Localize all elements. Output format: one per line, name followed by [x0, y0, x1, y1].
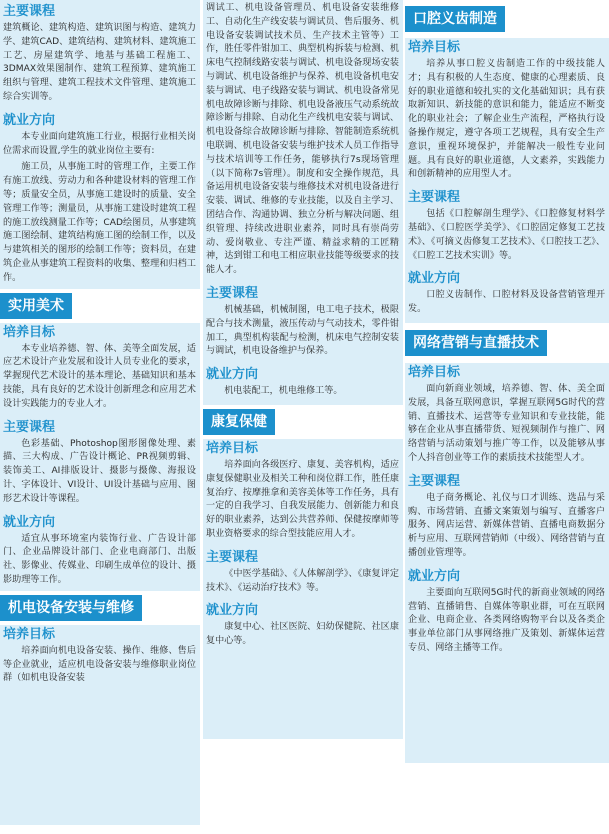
right-column [405, 0, 609, 763]
section-heading: 培养目标 [206, 440, 259, 456]
section-text: 康复中心、社区医院、妇幼保健院、社区康复中心等。 [206, 622, 399, 647]
section-heading: 培养目标 [3, 324, 56, 340]
rehab-section [203, 439, 403, 739]
section-heading: 就业方向 [408, 271, 461, 287]
major-banner: 机电设备安装与维修 [0, 595, 142, 621]
section-heading: 就业方向 [206, 367, 259, 383]
section-heading: 主要课程 [3, 4, 56, 19]
section-text: 培养面向各级医疗、康复、美容机构，适应康复保健职业及相关工种和岗位群工作，胜任康复治疗、按摩推拿和美容美体等工作任务，具有一定的自我学习、自我发展能力、创新能力和良好的职业素养，达到公共营养师、保健按摩师等职业资格要求的综合型技能应用人才。 [206, 459, 399, 539]
section-text: 培养面向机电设备安装、操作、维修、售后等企业就业，适应机电设备安装与维修职业岗位群（如机电设备安装 [3, 645, 196, 684]
section-text: 适宜从事环境室内装饰行业、广告设计部门、企业品牌设计部门、企业电商部门、出版社、影像业、传媒业、印刷生成单位的设计、摄影助理等工作。 [3, 533, 196, 585]
major-banner: 实用美术 [0, 293, 72, 319]
section-text: 本专业面向建筑施工行业，根据行业相关岗位需求而设置,学生的就业岗位主要有: [3, 131, 196, 156]
section-text: 施工员，从事施工时的管理工作，主要工作有施工放线、劳动力和各种建设材料的管理工作等；质量安全员，从事施工建设时的质量、安全管理工作等；测量员，从事施工建设时建筑工程的施工放线测量工作等；CAD绘图员，从事建筑施工图绘制、建筑结构施工图的绘制工作，以及与建筑相关的图形的绘制工作等；资料员，在建筑企业从事建筑工程资料的收集、整理和归档工作。 [3, 162, 196, 283]
section-text: 调试工、机电设备管理员、机电设备安装维修工、自动化生产线安装与调试员、售后服务、机电设备安装调试技术员、生产技术主管等）工作，胜任零件钳加工、典型机构拆装与检测、机床电气控制线路安装与调试、机电设备现场安装与调试、机电设备维护与保养、机电设备机电安装与调试、电子线路安装与调试、机电设备常见机电故障诊断与排除、机电设备液压气动系统故障诊断与排除、自动化生产线机电安装与调试、机电设备综合故障诊断与排除、智能制造系统机电联调、机电设备安装与维护技术人员工作指导与技术培训等工作任务，能够执行7s现场管理（以下简称7s管理）。制度和安全操作规范，具备运用机电设备安装与维修技术对机电设备进行安装、调试、维修的专业技能，以及自主学习、团结合作、沟通协调、独立分析与解决问题、组织管理、持续改进职业素养，同时具有崇尚劳动、爱岗敬业、专注严谨、精益求精的工匠精神，达到钳工和电工相应职业技能等级要求的技能人才。 [206, 3, 399, 276]
major-banner: 网络营销与直播技术 [405, 330, 547, 356]
section-heading: 就业方向 [206, 603, 259, 619]
ecommerce-section [405, 363, 609, 763]
middle-column [203, 0, 403, 739]
section-heading: 就业方向 [3, 112, 56, 128]
section-text: 口腔义齿制作、口腔材料及设备营销管理开发。 [408, 290, 605, 315]
section-text: 包括《口腔解剖生理学》、《口腔修复材料学基础》、《口腔医学美学》、《口腔固定修复工艺技术》、《可摘义齿修复工艺技术》、《口腔技工艺》、《口腔工艺技术实训》等。 [408, 209, 605, 261]
section-heading: 主要课程 [206, 549, 259, 565]
section-text: 建筑概论、建筑构造、建筑识图与构造、建筑力学、建筑CAD、建筑结构、建筑材料、建筑施工工艺、房屋建筑学、地基与基础工程施工、3DMAX效果图制作、建筑工程预算、建筑施工组织与管理、建筑工程技术文件管理、建筑施工综合实训等。 [3, 23, 196, 102]
section-heading: 主要课程 [408, 190, 461, 206]
section-heading: 培养目标 [408, 364, 461, 380]
mechatronics-section [0, 625, 200, 825]
section-text: 主要面向互联网5G时代的新商业领域的网络营销、直播销售、自媒体等职业群，可在互联网企业、电商企业、各类网络购物平台以及各类企事业单位部门从事网络推广及策划、新媒体运营专员、网络主播等工作。 [408, 587, 605, 653]
section-text: 面向新商业领域，培养德、智、体、美全面发展，具备互联网意识，掌握互联网5G时代的营销、直播技术、运营等专业知识和专业技能，能够在企业从事直播带货、短视频制作与推广、网络营销与活动策划与推广等工作，以及能够从事个人抖音创业等工作的素质技术技能型人才。 [408, 383, 605, 463]
architecture-section [0, 0, 200, 289]
section-heading: 主要课程 [206, 285, 259, 301]
section-text: 机械基础，机械制图，电工电子技术，极限配合与技术测量，液压传动与气动技术，零件钳加工，典型机构装配与检测，机床电气控制安装与调试，机电设备维护与保养。 [206, 304, 399, 357]
mechatronics-section-cont [203, 0, 403, 405]
dental-section [405, 38, 609, 323]
section-heading: 培养目标 [3, 626, 56, 642]
section-text: 培养从事口腔义齿制造工作的中级技能人才；具有积极的人生态度、健康的心理素质、良好的职业道德和较扎实的文化基础知识；具有获取新知识、新技能的意识和能力，能适应不断变化的职业社会；了解企业生产流程，严格执行设备操作规定，遵守各项工艺规程，具有安全生产意识，重视环境保护，并能解决一般性专业问题。具有良好的职业道德，人文素养，实践能力和创新精神的应用型人才。 [408, 59, 605, 180]
section-heading: 主要课程 [408, 473, 461, 489]
section-heading: 主要课程 [3, 419, 56, 435]
major-banner: 口腔义齿制造 [405, 6, 505, 32]
section-text: 《中医学基础》、《人体解剖学》、《康复评定技术》、《运动治疗技术》等。 [206, 568, 399, 593]
applied-art-section [0, 323, 200, 591]
section-heading: 培养目标 [408, 40, 461, 55]
section-text: 本专业培养德、智、体、美等全面发展，适应艺术设计产业发展和设计人员专业化的要求，掌握现代艺术设计的基本理论、基础知识和基本技能，具有良好的艺术设计创新理念和应用艺术设计实践能力的专业人才。 [3, 343, 196, 409]
section-heading: 就业方向 [408, 568, 461, 584]
section-text: 机电装配工，机电维修工等。 [224, 386, 343, 397]
major-banner: 康复保健 [203, 409, 275, 435]
left-column [0, 0, 200, 825]
section-text: 电子商务概论、礼仪与口才训练、选品与采购、市场营销、直播文案策划与编写、直播客户服务、网店运营、新媒体营销、直播电商数据分析与应用、互联网营销师（中级）、网络营销与直播创业管理等。 [408, 492, 605, 558]
section-text: 色彩基础、Photoshop图形图像处理、素描、三大构成、广告设计概论、PR视频剪辑、装饰美工、AI排版设计、摄影与摄像、海报设计、字体设计、VI设计、UI设计基础与应用、图形艺术设计等课程。 [3, 438, 196, 504]
section-heading: 就业方向 [3, 514, 56, 530]
